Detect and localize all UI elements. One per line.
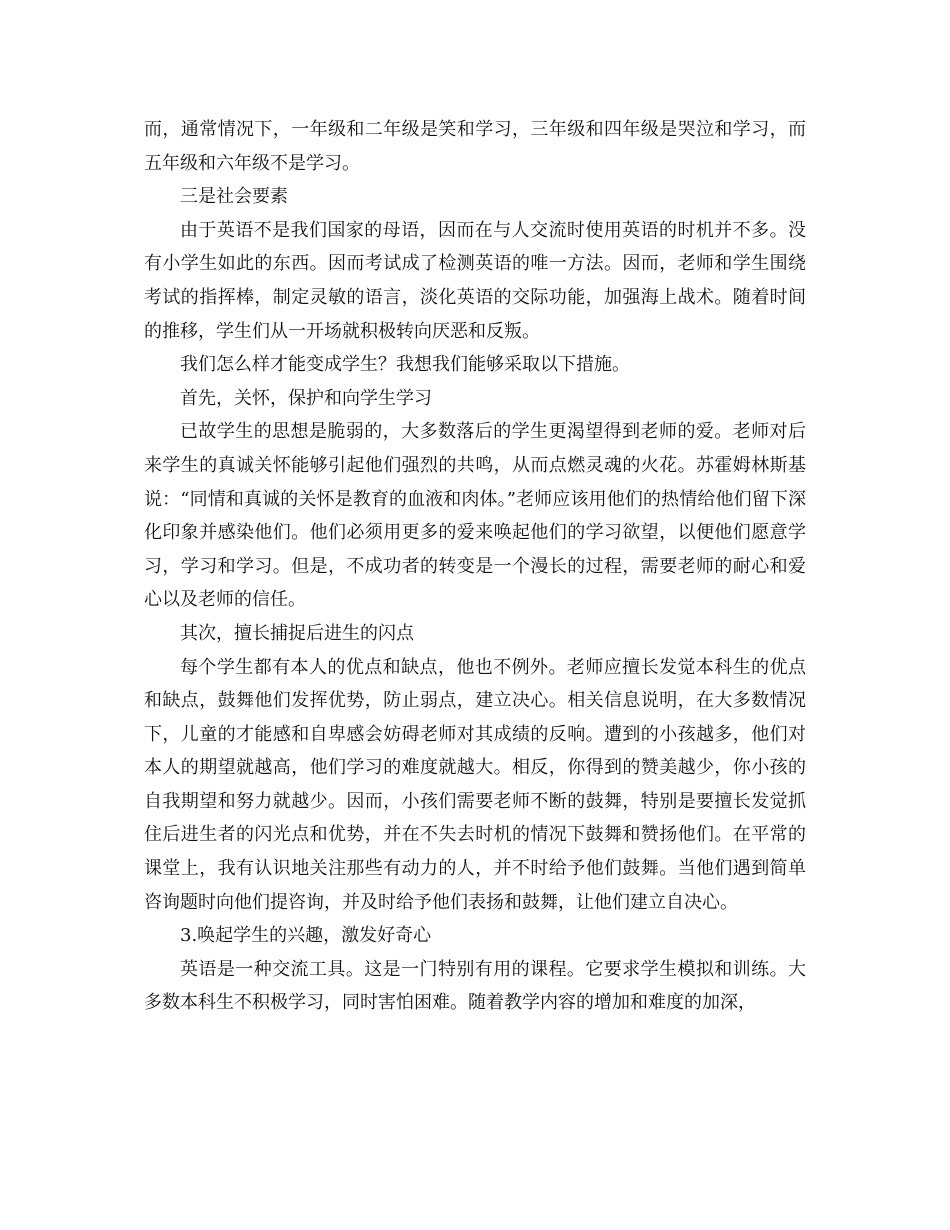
paragraph-10: 英语是一种交流工具。这是一门特别有用的课程。它要求学生模拟和训练。大多数本科生不积极学习，同时害怕困难。随着教学内容的增加和难度的加深， [144, 958, 806, 1014]
paragraph-3: 由于英语不是我们国家的母语，因而在与人交流时使用英语的时机并不多。没有小学生如此的东西。因而考试成了检测英语的唯一方法。因而，老师和学生围绕考试的指挥棒，制定灵敏的语言，淡化英语的交际功能，加强海上战术。随着时间的推移，学生们从一开场就积极转向厌恶和反叛。 [144, 219, 806, 342]
document-body [144, 113, 806, 1020]
paragraph-1: 而，通常情况下，一年级和二年级是笑和学习，三年级和四年级是哭泣和学习，而五年级和六年级不是学习。 [144, 119, 806, 174]
paragraph-6: 已故学生的思想是脆弱的，大多数落后的学生更渴望得到老师的爱。老师对后来学生的真诚关怀能够引起他们强烈的共鸣，从而点燃灵魂的火花。苏霍姆林斯基说：“同情和真诚的关怀是教育的血液和肉体。”老师应该用他们的热情给他们留下深化印象并感染他们。他们必须用更多的爱来唤起他们的学习欲望，以便他们愿意学习，学习和学习。但是，不成功者的转变是一个漫长的过程，需要老师的耐心和爱心以及老师的信任。 [144, 421, 806, 611]
paragraph-5: 首先，关怀，保护和向学生学习 [180, 387, 432, 409]
paragraph-8: 每个学生都有本人的优点和缺点，他也不例外。老师应擅长发觉本科生的优点和缺点，鼓舞他们发挥优势，防止弱点，建立决心。相关信息说明，在大多数情况下，儿童的才能感和自卑感会妨碍老师对其成绩的反响。遭到的小孩越多，他们对本人的期望就越高，他们学习的难度就越大。相反，你得到的赞美越少，你小孩的自我期望和努力就越少。因而，小孩们需要老师不断的鼓舞，特别是要擅长发觉抓住后进生者的闪光点和优势，并在不失去时机的情况下鼓舞和赞扬他们。在平常的课堂上，我有认识地关注那些有动力的人，并不时给予他们鼓舞。当他们遇到简单咨询题时向他们提咨询，并及时给予他们表扬和鼓舞，让他们建立自决心。 [144, 656, 806, 913]
paragraph-4: 我们怎么样才能变成学生？我想我们能够采取以下措施。 [180, 354, 630, 376]
paragraph-7: 其次，擅长捕捉后进生的闪点 [180, 622, 414, 644]
paragraph-9: 3.唤起学生的兴趣，激发好奇心 [180, 925, 432, 947]
paragraph-2: 三是社会要素 [180, 186, 288, 208]
